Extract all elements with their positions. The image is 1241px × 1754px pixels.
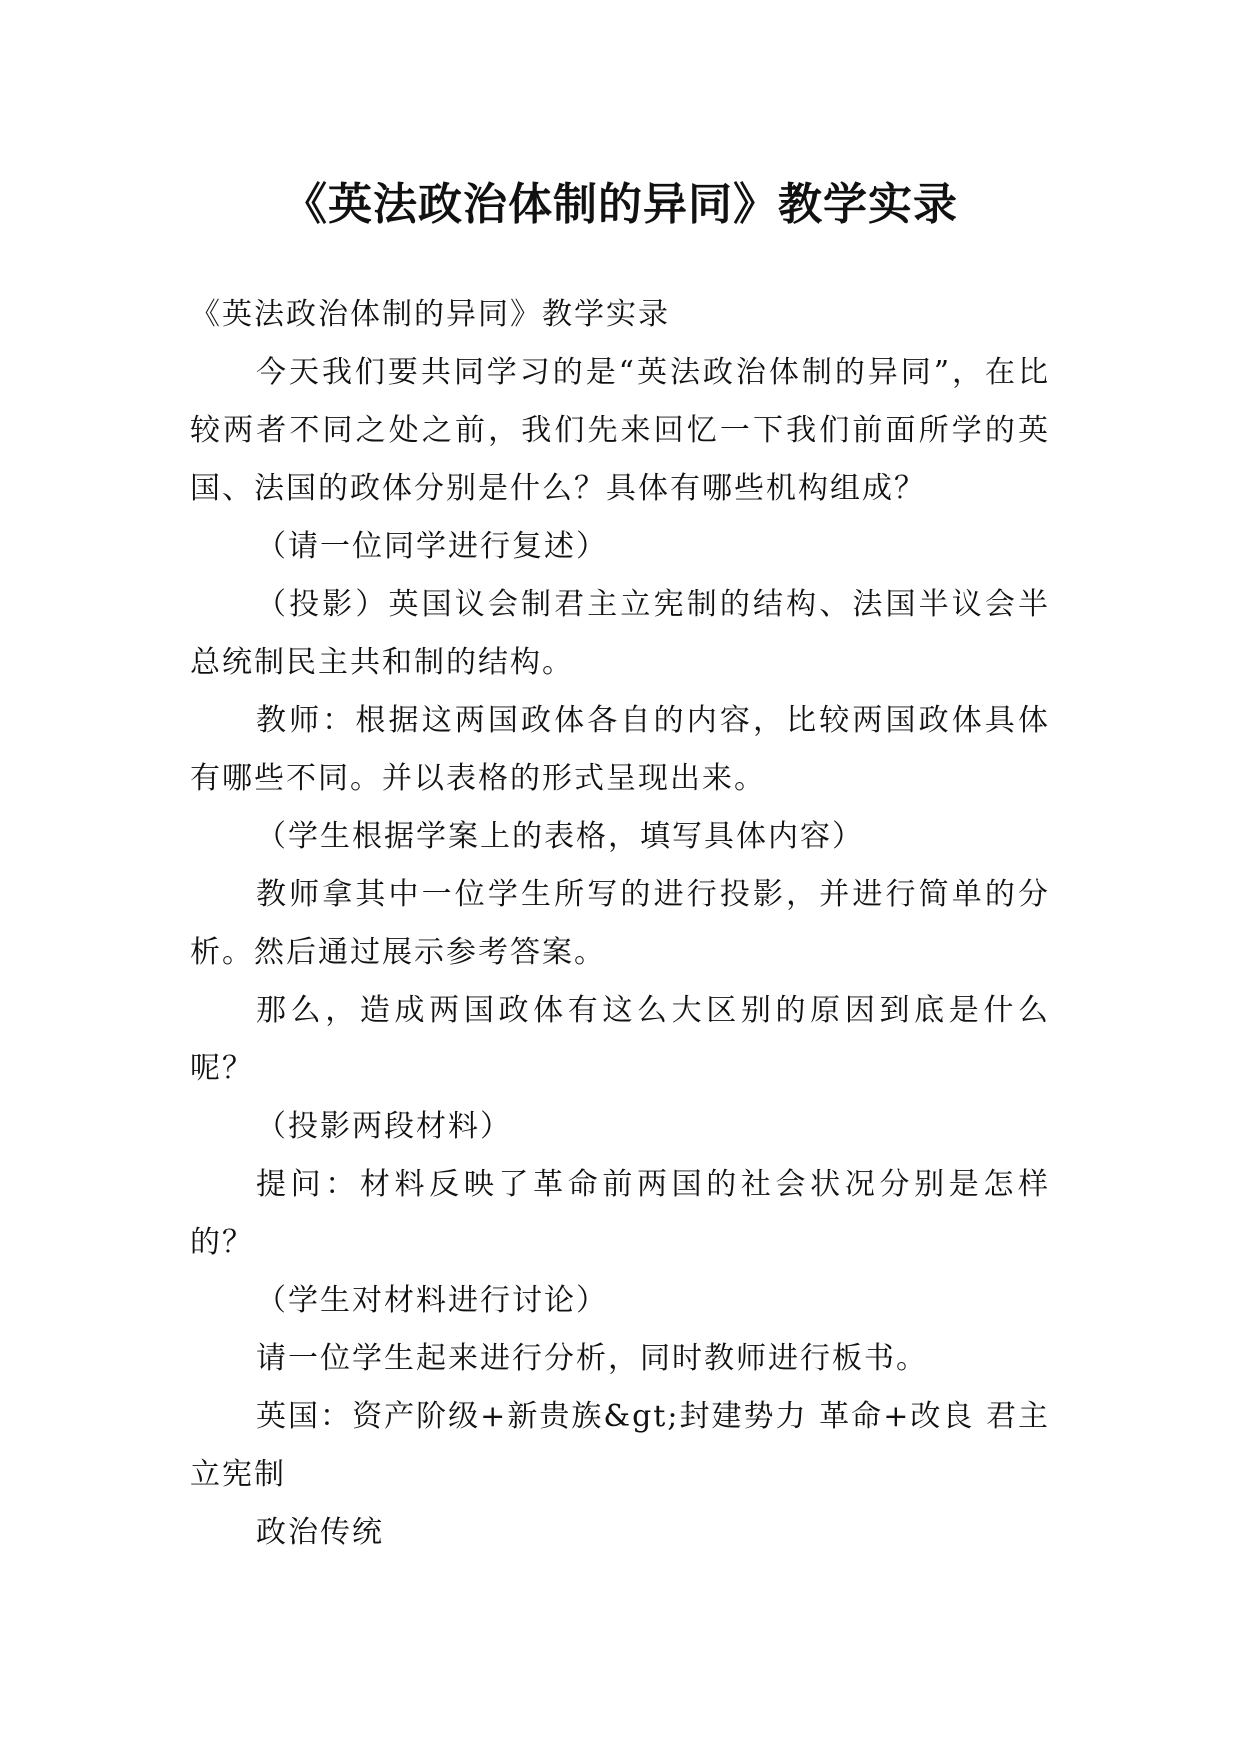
paragraph-student-discuss: （学生对材料进行讨论） <box>256 1283 608 1318</box>
paragraph-question-society: 提问：材料反映了革命前两国的社会状况分别是怎样的？ <box>190 1167 1050 1260</box>
paragraph-teacher-compare: 教师：根据这两国政体各自的内容，比较两国政体具体有哪些不同。并以表格的形式呈现出来。 <box>190 703 1050 796</box>
paragraph-review-note: （请一位同学进行复述） <box>256 529 608 564</box>
paragraph-intro: 今天我们要共同学习的是“英法政治体制的异同”，在比较两者不同之处之前，我们先来回忆一下我们前面所学的英国、法国的政体分别是什么？具体有哪些机构组成？ <box>190 355 1050 506</box>
document-body <box>190 286 1050 1562</box>
document-title: 《英法政治体制的异同》教学实录 <box>283 179 958 231</box>
paragraph-question-reason: 那么，造成两国政体有这么大区别的原因到底是什么呢？ <box>190 993 1050 1086</box>
paragraph-student-fill: （学生根据学案上的表格，填写具体内容） <box>256 819 864 854</box>
paragraph-teacher-analysis: 教师拿其中一位学生所写的进行投影，并进行简单的分析。然后通过展示参考答案。 <box>190 877 1050 970</box>
paragraph-board-writing: 请一位学生起来进行分析，同时教师进行板书。 <box>256 1341 928 1376</box>
paragraph-england-summary: 英国：资产阶级+新贵族&gt;封建势力 革命+改良 君主立宪制 <box>190 1399 1050 1492</box>
subtitle-paragraph: 《英法政治体制的异同》教学实录 <box>190 297 670 332</box>
paragraph-projection-structure: （投影）英国议会制君主立宪制的结构、法国半议会半总统制民主共和制的结构。 <box>190 587 1050 680</box>
paragraph-projection-materials: （投影两段材料） <box>256 1109 512 1144</box>
paragraph-political-tradition: 政治传统 <box>256 1515 384 1550</box>
